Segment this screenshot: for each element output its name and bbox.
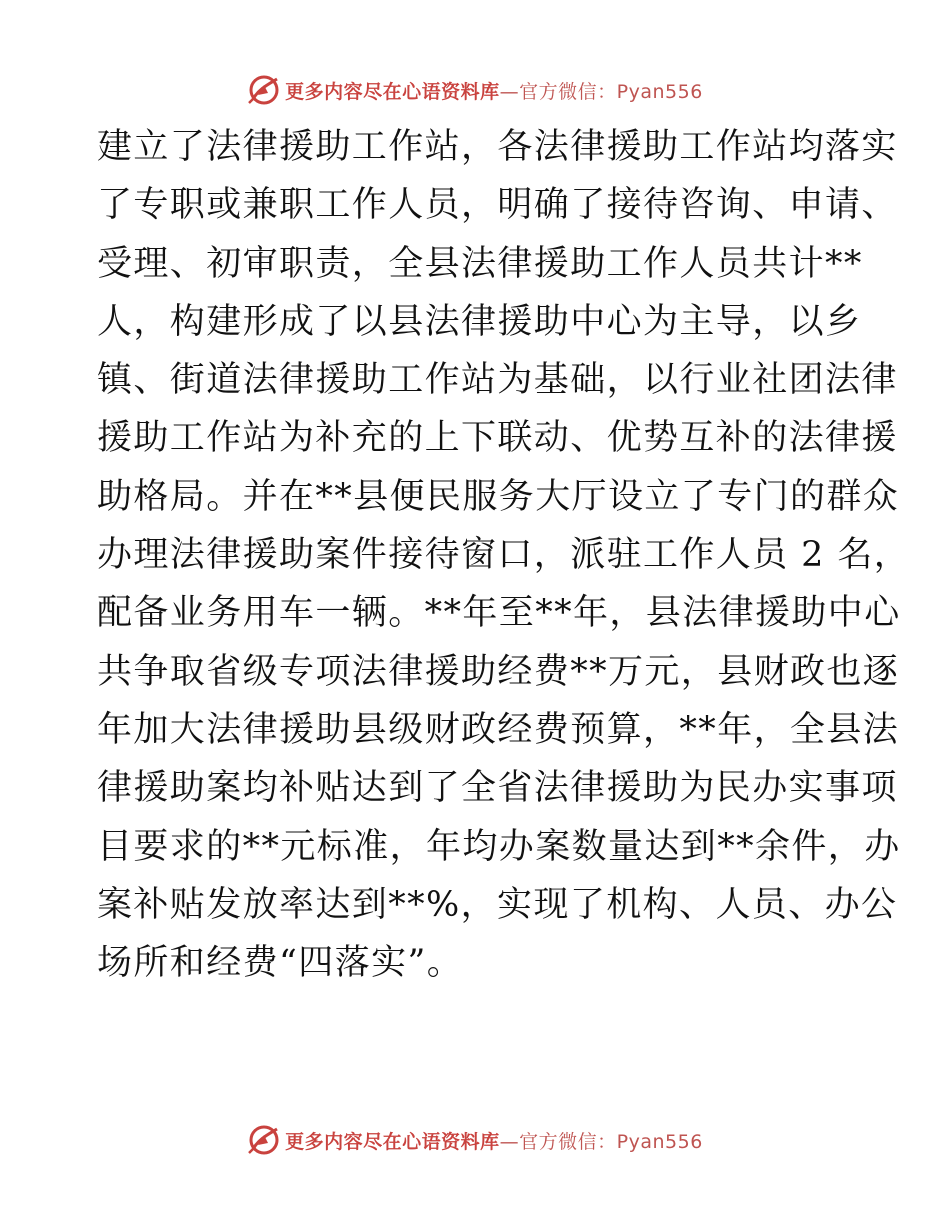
- text-line: 助格局。并在**县便民服务大厅设立了专门的群众: [97, 476, 900, 517]
- watermark-main-text: 更多内容尽在心语资料库: [285, 80, 500, 103]
- footer-watermark: [0, 1120, 950, 1160]
- text-line: 了专职或兼职工作人员，明确了接待咨询、申请、: [97, 185, 898, 226]
- watermark-content: [247, 73, 703, 107]
- text-line: 配备业务用车一辆。**年至**年，县法律援助中心: [97, 593, 901, 634]
- header-watermark: [0, 70, 950, 110]
- text-line: 案补贴发放率达到**%，实现了机构、人员、办公: [97, 884, 898, 925]
- text-line: 办理法律援助案件接待窗口，派驻工作人员 2 名，: [97, 535, 911, 576]
- text-line: 年加大法律援助县级财政经费预算，**年，全县法: [97, 709, 900, 750]
- text-line: 建立了法律援助工作站，各法律援助工作站均落实: [97, 127, 898, 167]
- text-line: 目要求的**元标准，年均办案数量达到**余件，办: [97, 826, 901, 867]
- text-line: 援助工作站为补充的上下联动、优势互补的法律援: [97, 418, 898, 459]
- watermark-sub-text: —官方微信：Pyan556: [499, 1130, 703, 1153]
- text-line: 受理、初审职责，全县法律援助工作人员共计**: [97, 243, 863, 284]
- text-line: 人，构建形成了以县法律援助中心为主导，以乡: [97, 301, 862, 342]
- watermark-sub-text: —官方微信：Pyan556: [499, 80, 703, 103]
- text-line: 镇、街道法律援助工作站为基础，以行业社团法律: [97, 360, 898, 401]
- text-line: 律援助案均补贴达到了全省法律援助为民办实事项: [97, 768, 898, 809]
- document-body: [97, 118, 911, 992]
- ribbon-logo-icon: [247, 1123, 281, 1157]
- text-line: 共争取省级专项法律援助经费**万元，县财政也逐: [97, 651, 900, 692]
- ribbon-logo-icon: [247, 73, 281, 107]
- watermark-main-text: 更多内容尽在心语资料库: [285, 1130, 500, 1153]
- watermark-content: [247, 1123, 703, 1157]
- text-line: 场所和经费“四落实”。: [97, 943, 464, 984]
